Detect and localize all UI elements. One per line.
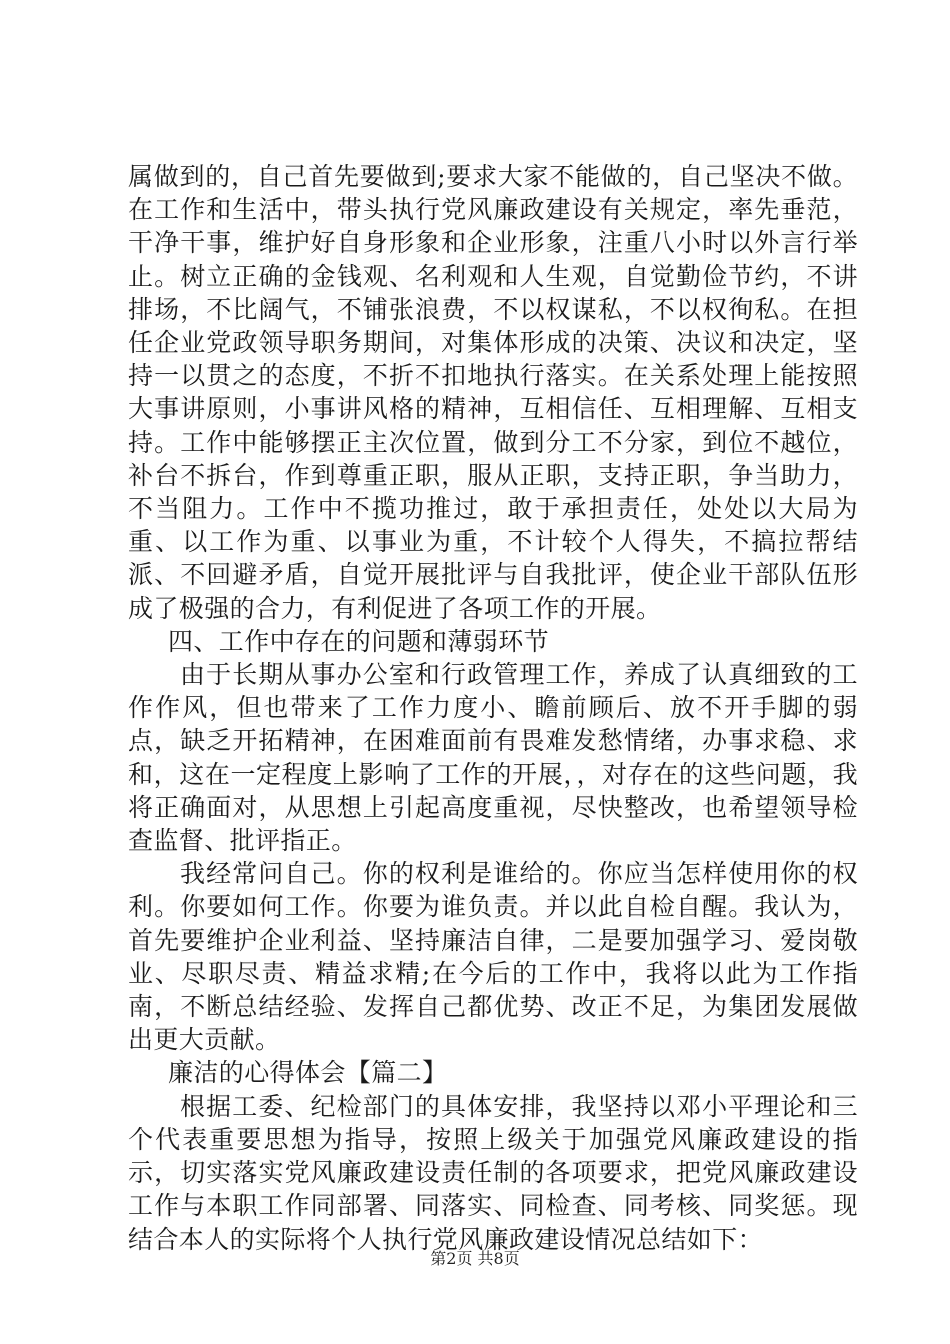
paragraph-continuation: 属做到的，自己首先要做到;要求大家不能做的，自己坚决不做。在工作和生活中，带头执行党风廉政建设有关规定，率先垂范，干净干事，维护好自身形象和企业形象，注重八小时以外言行举止。树立正确的金钱观、名利观和人生观，自觉勤俭节约，不讲排场，不比阔气，不铺张浪费，不以权谋私，不以权徇私。在担任企业党政领导职务期间，对集体形成的决策、决议和决定，坚持一以贯之的态度，不折不扣地执行落实。在关系处理上能按照大事讲原则，小事讲风格的精神，互相信任、互相理解、互相支持。工作中能够摆正主次位置，做到分工不分家，到位不越位，补台不拆台，作到尊重正职，服从正职，支持正职，争当助力，不当阻力。工作中不揽功推过，敢于承担责任，处处以大局为重、以工作为重、以事业为重，不计较个人得失，不搞拉帮结派、不回避矛盾，自觉开展批评与自我批评，使企业干部队伍形成了极强的合力，有利促进了各项工作的开展。 <box>128 162 858 623</box>
section-heading-part-two: 廉洁的心得体会【篇二】 <box>168 1058 448 1088</box>
document-body <box>128 160 858 1256</box>
paragraph-self-reflection: 我经常问自己。你的权利是谁给的。你应当怎样使用你的权利。你要如何工作。你要为谁负责。并以此自检自醒。我认为，首先要维护企业利益、坚持廉洁自律，二是要加强学习、爱岗敬业、尽职尽责、精益求精;在今后的工作中，我将以此为工作指南，不断总结经验、发挥自己都优势、改正不足，为集团发展做出更大贡献。 <box>128 859 858 1055</box>
paragraph-problems: 由于长期从事办公室和行政管理工作，养成了认真细致的工作作风，但也带来了工作力度小、瞻前顾后、放不开手脚的弱点，缺乏开拓精神，在困难面前有畏难发愁情绪，办事求稳、求和，这在一定程度上影响了工作的开展，，对存在的这些问题，我将正确面对，从思想上引起高度重视，尽快整改，也希望领导检查监督、批评指正。 <box>128 660 858 856</box>
section-heading-problems: 四、工作中存在的问题和薄弱环节 <box>168 626 550 656</box>
page-number-footer: 第2页 共8页 <box>430 1249 520 1268</box>
paragraph-part-two-intro: 根据工委、纪检部门的具体安排，我坚持以邓小平理论和三个代表重要思想为指导，按照上级关于加强党风廉政建设的指示，切实落实党风廉政建设责任制的各项要求，把党风廉政建设工作与本职工作同部署、同落实、同检查、同考核、同奖惩。现结合本人的实际将个人执行党风廉政建设情况总结如下： <box>128 1091 858 1254</box>
